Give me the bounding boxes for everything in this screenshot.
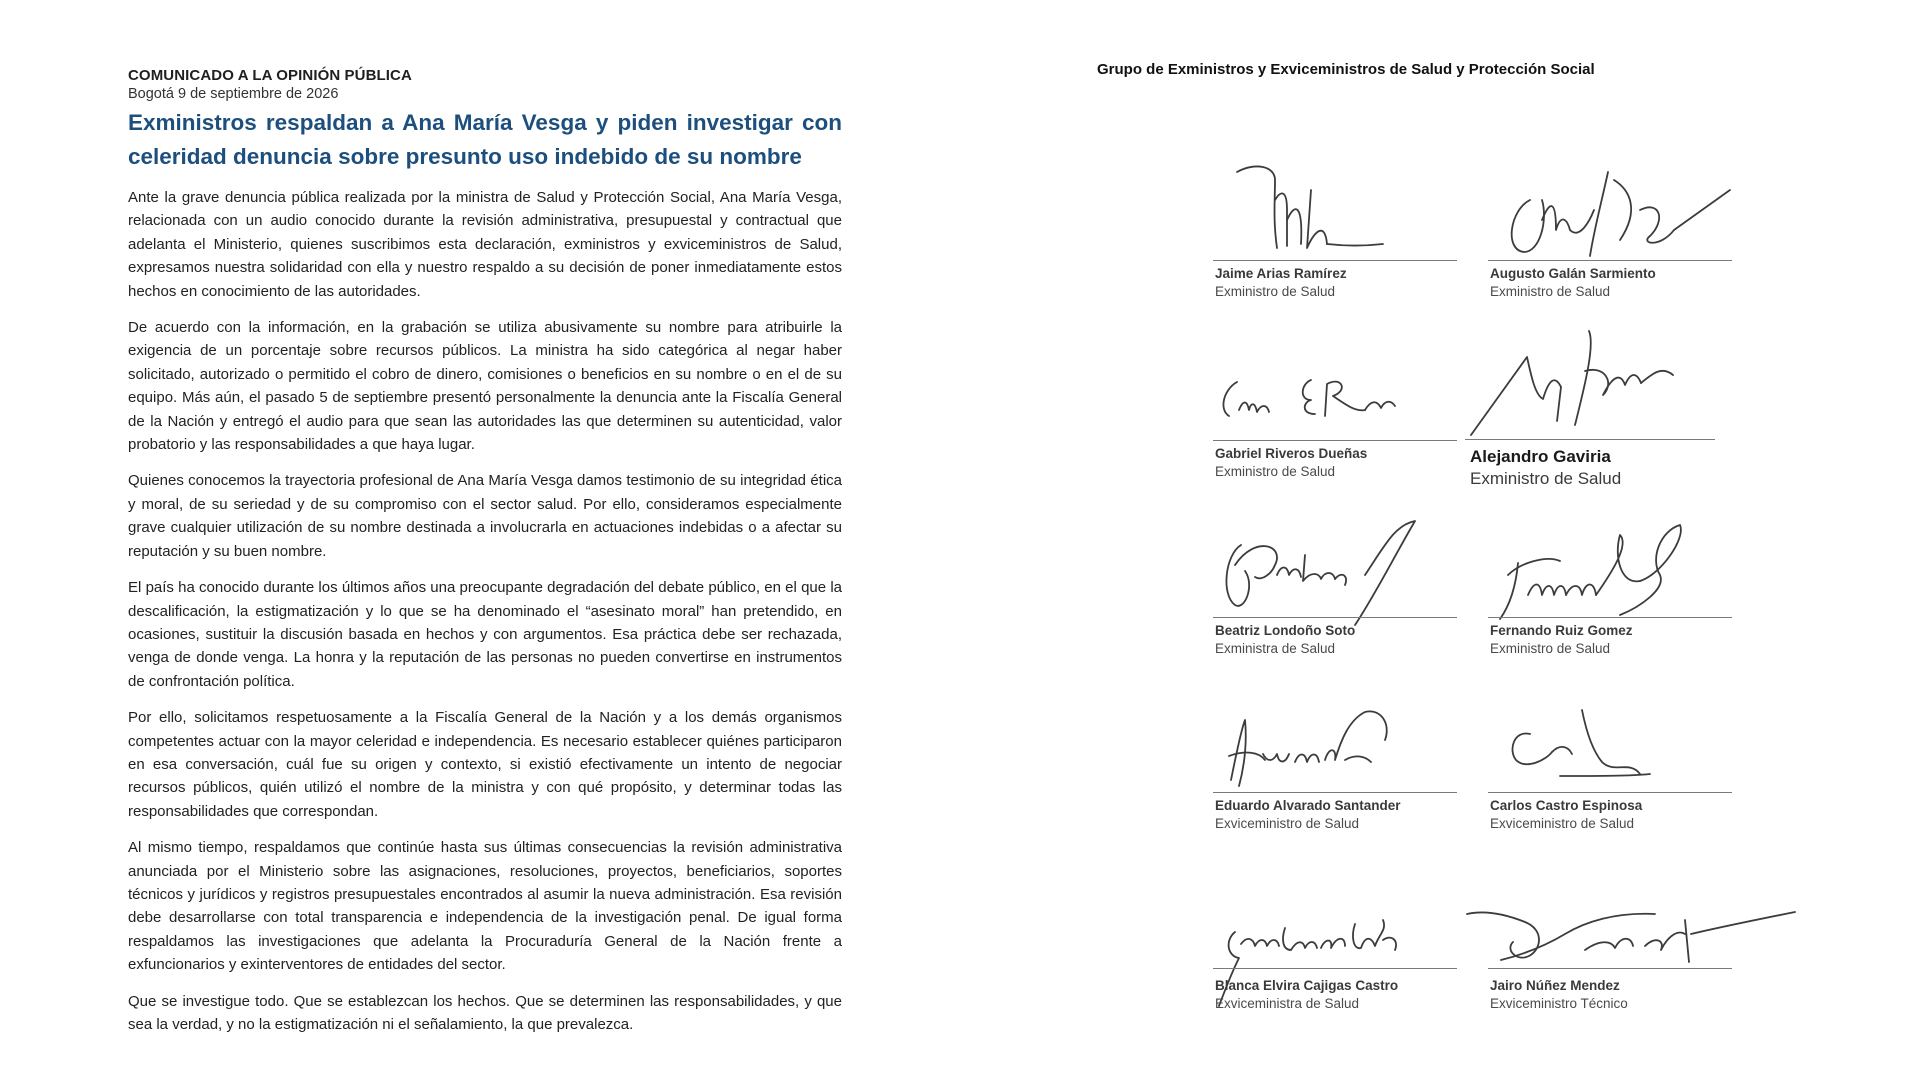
handwritten-signature: [1490, 700, 1730, 790]
paragraph: Ante la grave denuncia pública realizada por la ministra de Salud y Protección Social, Ana María Vesga, relacionada con un audio conocido durante la revisión administrativa, presupuestal y contractual que adelanta el Ministerio, quienes suscribimos esta declaración, exministros y exviceministros de Salud, expresamos nuestra solidaridad con ella y nuestro respaldo a su decisión de poner inmediatamente estos hechos en conocimiento de las autoridades.: [128, 189, 842, 300]
signature-line: [1213, 617, 1457, 618]
signatory-name: Beatriz Londoño Soto: [1215, 623, 1356, 638]
signatory-name: Augusto Galán Sarmiento: [1490, 266, 1656, 281]
signatory-name: Blanca Elvira Cajigas Castro: [1215, 978, 1399, 993]
signature-line: [1213, 440, 1457, 441]
statement-headline: Exministros respaldan a Ana María Vesga y piden investigar con celeridad denuncia sobre presunto uso indebido de su nombre: [128, 110, 842, 169]
paragraph: Por ello, solicitamos respetuosamente a la Fiscalía General de la Nación y a los demás organismos competentes actuar con la mayor celeridad e independencia. Es necesario establecer quiénes participaron en esa conversación, cuál fue su origen y contexto, si existió efectivamente un intento de negociar recursos públicos, quién utilizó el nombre de la ministra y con qué propósito, y determinar todas las responsabilidades que correspondan.: [128, 709, 842, 820]
signature-line: [1488, 260, 1732, 261]
handwritten-signature: [1215, 700, 1465, 790]
signatory-name: Jaime Arias Ramírez: [1215, 266, 1347, 281]
handwritten-signature: [1465, 325, 1725, 445]
signature-line: [1213, 968, 1457, 969]
signature-line: [1213, 260, 1457, 261]
paragraph: Quienes conocemos la trayectoria profesional de Ana María Vesga damos testimonio de su integridad ética y moral, de su seriedad y de su compromiso con el sector salud. Por ello, consideramos especialmente grave cualquier utilización de su nombre destinada a involucrarla en actuaciones indebidas o a afectar su reputación y su buen nombre.: [128, 472, 842, 560]
signatory-role: Exministro de Salud: [1490, 284, 1611, 299]
signature-line: [1488, 617, 1732, 618]
signature-line: [1488, 968, 1732, 969]
signatory-role: Exviceministro de Salud: [1490, 816, 1635, 831]
signatory-role: Exministro de Salud: [1215, 464, 1336, 479]
handwritten-signature: [1490, 160, 1750, 260]
signatory-role: Exministro de Salud: [1470, 469, 1622, 488]
statement-date: Bogotá 9 de septiembre de 2026: [128, 86, 339, 102]
signatory-role: Exministro de Salud: [1215, 284, 1336, 299]
signature-line: [1488, 792, 1732, 793]
signatory-name: Alejandro Gaviria: [1470, 447, 1611, 466]
signatory-role: Exviceministra de Salud: [1215, 996, 1360, 1011]
signatory-role: Exministra de Salud: [1215, 641, 1336, 656]
signatory-name: Carlos Castro Espinosa: [1490, 798, 1643, 813]
statement-body: [128, 186, 842, 1036]
signatory-role: Exviceministro de Salud: [1215, 816, 1360, 831]
handwritten-signature: [1215, 360, 1455, 440]
handwritten-signature: [1465, 890, 1805, 980]
signatory-name: Eduardo Alvarado Santander: [1215, 798, 1401, 813]
signature-line: [1465, 439, 1715, 440]
signatory-name: Jairo Núñez Mendez: [1490, 978, 1620, 993]
paragraph: Al mismo tiempo, respaldamos que continúe hasta sus últimas consecuencias la revisión administrativa anunciada por el Ministerio sobre las asignaciones, resoluciones, proyectos, beneficiarios, soportes técnicos y jurídicos y registros presupuestales encontrados al asumir la nueva administración. Esa revisión debe desarrollarse con total transparencia e independencia de la investigación penal. De igual forma respaldamos las investigaciones que adelanta la Procuraduría General de la Nación frente a exfuncionarios y exinterventores de entidades del sector.: [128, 839, 842, 974]
signatory-name: Gabriel Riveros Dueñas: [1215, 446, 1368, 461]
statement: [128, 64, 842, 1049]
signatory-role: Exviceministro Técnico: [1490, 996, 1628, 1011]
statement-kicker: COMUNICADO A LA OPINIÓN PÚBLICA: [128, 67, 412, 84]
paragraph: De acuerdo con la información, en la grabación se utiliza abusivamente su nombre para atribuirle la exigencia de un porcentaje sobre recursos públicos. La ministra ha sido categórica al negar haber solicitado, autorizado o permitido el cobro de dinero, comisiones o beneficios en su nombre o en el de su equipo. Más aún, el pasado 5 de septiembre presentó personalmente la denuncia ante la Fiscalía General de la Nación y entregó el audio para que sean las autoridades las que determinen su autenticidad, valor probatorio y las responsabilidades a que haya lugar.: [128, 319, 842, 454]
signatory-role: Exministro de Salud: [1490, 641, 1611, 656]
handwritten-signature: [1215, 160, 1455, 260]
signature-line: [1213, 792, 1457, 793]
signatory-name: Fernando Ruiz Gomez: [1490, 623, 1633, 638]
paragraph: Que se investigue todo. Que se establezcan los hechos. Que se determinen las responsabilidades, y que sea la verdad, y no la estigmatización ni el señalamiento, la que prevalezca.: [128, 992, 842, 1033]
handwritten-signature: [1215, 900, 1465, 1010]
paragraph: El país ha conocido durante los últimos años una preocupante degradación del debate público, en el que la descalificación, la estigmatización y lo que se ha denominado el “asesinato moral” han pretendido, en ocasiones, sustituir la discusión basada en hechos y con argumentos. Esa práctica debe ser rechazada, venga de donde venga. La honra y la reputación de las personas no pueden convertirse en instrumentos de confrontación política.: [128, 579, 842, 690]
signatories-title: Grupo de Exministros y Exviceministros de Salud y Protección Social: [1097, 61, 1595, 78]
